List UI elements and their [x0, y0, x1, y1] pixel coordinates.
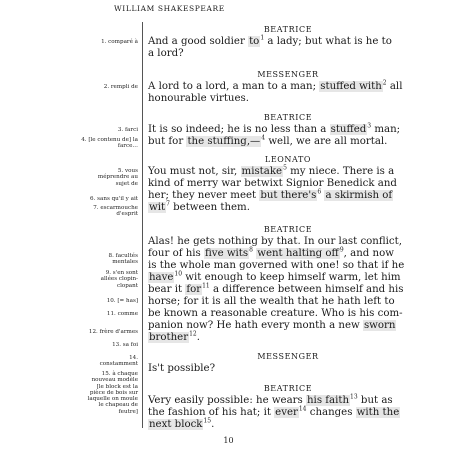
- speaker-name: BEATRICE: [263, 25, 313, 34]
- text-line: wit$^7$ between them.: [149, 200, 250, 213]
- margin-note: 7. escarmouche d'esprit: [93, 205, 138, 218]
- speaker-name: LEONATO: [264, 155, 312, 164]
- margin-note: 13. sa foi: [112, 342, 138, 348]
- margin-note: 5. vous méprendre au sujet de: [97, 168, 138, 187]
- text-line: Alas! he gets nothing by that. In our last conflict,: [148, 236, 402, 247]
- margin-note: 2. rempli de: [103, 84, 138, 90]
- text-line: be known a reasonable creature. Who is his com-: [148, 308, 403, 319]
- margin-note: 8. facultés mentales: [108, 253, 138, 266]
- margin-note: 11. comme: [106, 311, 138, 317]
- text-line: It is so indeed; he is no less than a stuffed$^3$ man;: [148, 122, 401, 135]
- margin-note: 14. constamment: [99, 355, 138, 368]
- text-line: next block$^{15}$.: [149, 417, 215, 430]
- text-line: but for the stuffing,—$^4$ well, we are all mortal.: [148, 134, 388, 147]
- speaker-name: BEATRICE: [263, 384, 313, 393]
- text-line: have$^{10}$ wit enough to keep himself warm, let him: [149, 270, 401, 283]
- text-line: panion now? He hath every month a new sworn: [148, 320, 396, 331]
- text-line: Is't possible?: [148, 363, 216, 374]
- text-line: You must not, sir, mistake$^5$ my niece. There is a: [148, 164, 395, 177]
- text-line: brother$^{12}$.: [149, 330, 200, 343]
- text-line: honourable virtues.: [148, 93, 249, 104]
- text-line: her; they never meet but $there's^6$ a skirmish of: [148, 188, 393, 201]
- margin-rule: [142, 22, 143, 428]
- speaker-name: BEATRICE: [263, 225, 313, 234]
- text-line: horse; for it is all the wealth that he hath left to: [148, 296, 395, 307]
- text-line: And a good soldier $to^1$ a lady; but what is he to: [148, 34, 392, 47]
- margin-note: 3. farci: [117, 127, 138, 133]
- speaker-name: MESSENGER: [257, 70, 319, 79]
- margin-note: 10. [= has]: [106, 298, 138, 304]
- text-line: a lord?: [148, 48, 184, 59]
- margin-note: 4. [le contenu de] la farce…: [81, 137, 138, 150]
- margin-note: 12. frère d'armes: [88, 329, 138, 335]
- margin-note: 15. à chaque nouveau modèle [le block est la pièce de bois sur laquelle on moule le chapeau de feutre]: [87, 371, 138, 415]
- text-line: A lord to a lord, a man to a man; stuffed with$^2$ all: [148, 79, 403, 92]
- speaker-name: MESSENGER: [257, 352, 319, 361]
- margin-note: 9. s'en sont allées clopin-clopant: [100, 270, 138, 289]
- margin-note: 6. sans qu'il y ait: [90, 196, 138, 202]
- text-line: the fashion of his hat; it ever$^{14}$ changes with the: [148, 405, 400, 418]
- text-line: kind of merry war betwixt Signior Benedick and: [148, 178, 397, 189]
- running-header: WILLIAM SHAKESPEARE: [114, 4, 225, 13]
- text-line: bear it for$^{11}$ a difference between himself and his: [148, 282, 404, 295]
- page-number: 10: [223, 436, 234, 445]
- text-line: is the whole man governed with one! so that if he: [148, 260, 405, 271]
- text-line: four of his five wits$^8$ went halting off$^9$, and now: [148, 246, 394, 259]
- text-line: Very easily possible: he wears his faith$^{13}$ but as: [148, 393, 393, 406]
- margin-note: 1. comparé à: [101, 39, 138, 45]
- speaker-name: BEATRICE: [263, 113, 313, 122]
